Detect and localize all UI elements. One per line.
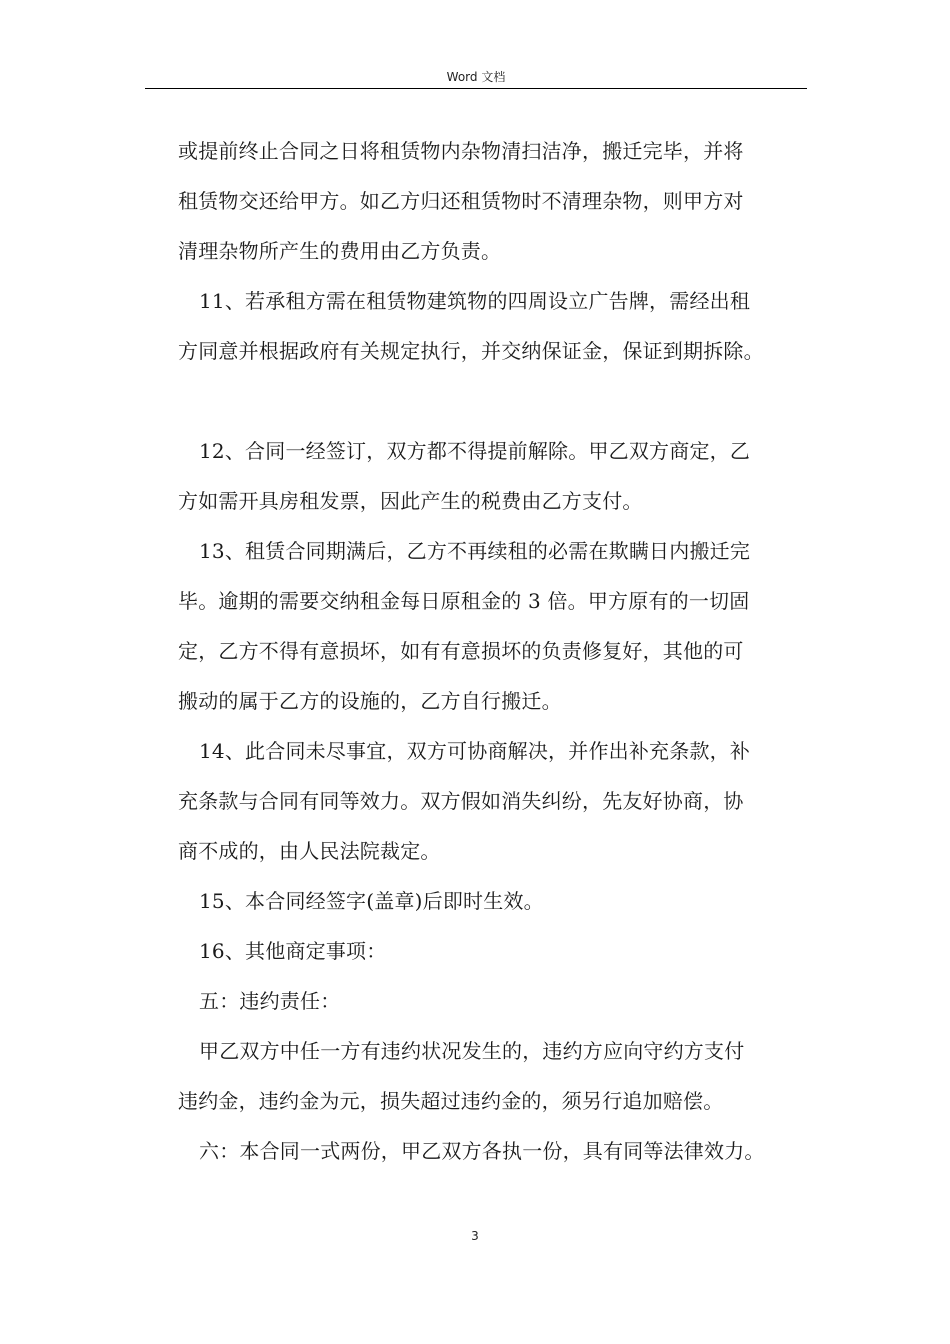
- paragraph-gap: [178, 376, 818, 426]
- section-heading: 五：违约责任：: [199, 989, 341, 1013]
- document-body: [178, 126, 818, 1176]
- text-line: 14、此合同未尽事宜，双方可协商解决，并作出补充条款，补: [199, 739, 751, 763]
- text-line: 租赁物交还给甲方。如乙方归还租赁物时不清理杂物，则甲方对: [178, 189, 744, 213]
- text-line: 搬动的属于乙方的设施的，乙方自行搬迁。: [178, 689, 562, 713]
- text-line: 甲乙双方中任一方有违约状况发生的，违约方应向守约方支付: [199, 1039, 745, 1063]
- text-line: 毕。逾期的需要交纳租金每日原租金的 3 倍。甲方原有的一切固: [178, 589, 750, 613]
- text-line: 12、合同一经签订，双方都不得提前解除。甲乙双方商定，乙: [199, 439, 751, 463]
- text-line: 商不成的，由人民法院裁定。: [178, 839, 441, 863]
- page-header: [145, 66, 807, 89]
- text-line: 违约金，违约金为元，损失超过违约金的，须另行追加赔偿。: [178, 1089, 724, 1113]
- header-title: Word 文档: [446, 70, 506, 84]
- text-line: 清理杂物所产生的费用由乙方负责。: [178, 239, 502, 263]
- text-line: 13、租赁合同期满后，乙方不再续租的必需在欺瞒日内搬迁完: [199, 539, 751, 563]
- text-line: 方同意并根据政府有关规定执行，并交纳保证金，保证到期拆除。: [178, 339, 764, 363]
- text-line: 方如需开具房租发票，因此产生的税费由乙方支付。: [178, 489, 643, 513]
- page-number: 3: [471, 1229, 479, 1243]
- text-line: 定，乙方不得有意损坏，如有有意损坏的负责修复好，其他的可: [178, 639, 744, 663]
- text-line: 11、若承租方需在租赁物建筑物的四周设立广告牌，需经出租: [199, 289, 751, 313]
- text-line: 或提前终止合同之日将租赁物内杂物清扫洁净，搬迁完毕，并将: [178, 139, 744, 163]
- text-line: 充条款与合同有同等效力。双方假如消失纠纷，先友好协商，协: [178, 789, 744, 813]
- text-line: 16、其他商定事项：: [199, 939, 387, 963]
- text-line: 六：本合同一式两份，甲乙双方各执一份，具有同等法律效力。: [199, 1139, 765, 1163]
- text-line: 15、本合同经签字(盖章)后即时生效。: [199, 889, 544, 913]
